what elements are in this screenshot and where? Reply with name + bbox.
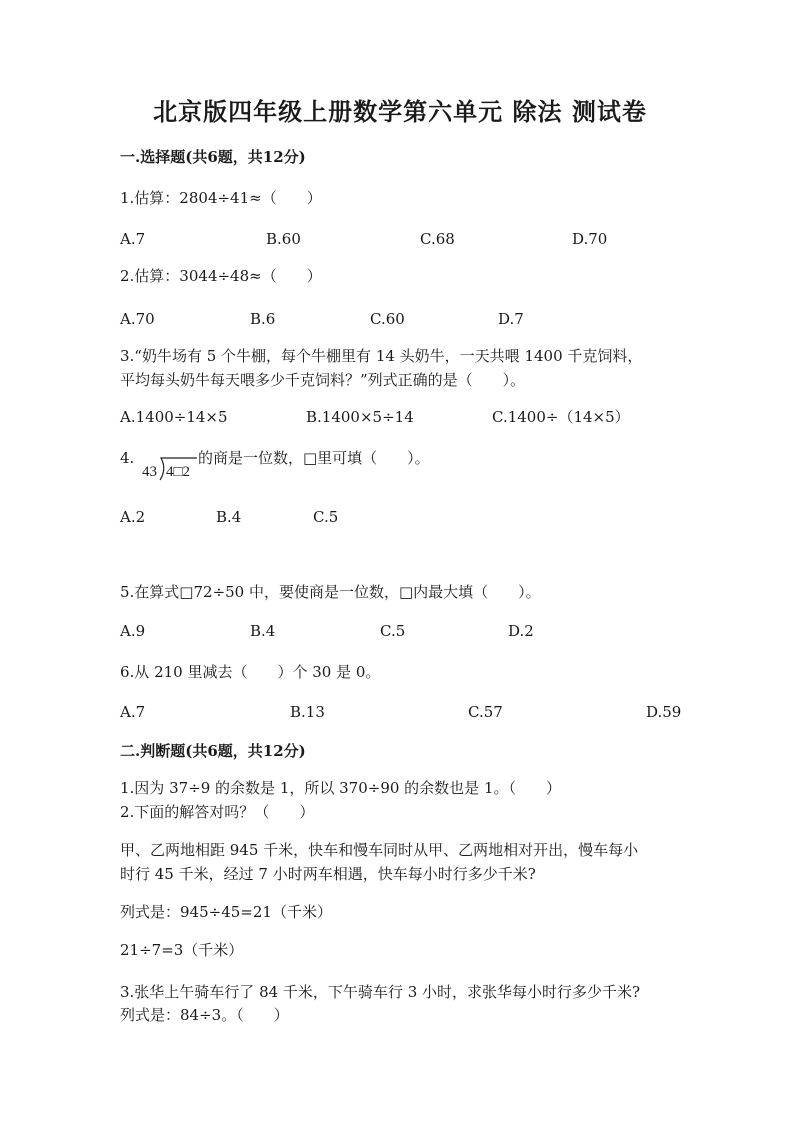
q6-option-a: A.7 <box>120 703 146 721</box>
judgement-2-problem-line2: 时行 45 千米，经过 7 小时两车相遇，快车每小时行多少千米? <box>120 865 536 883</box>
question-6: 6.从 210 里减去（ ）个 30 是 0。 <box>120 663 381 681</box>
judgement-2: 2.下面的解答对吗？（ ） <box>120 803 315 821</box>
q3-option-c: C.1400÷（14×5） <box>492 408 630 426</box>
q4-option-c: C.5 <box>313 508 339 526</box>
q1-option-d: D.70 <box>572 230 608 248</box>
question-4-number: 4. <box>120 449 135 467</box>
question-3-line1: 3.“奶牛场有 5 个牛棚，每个牛棚里有 14 头奶牛，一天共喂 1400 千克饲料， <box>120 347 643 365</box>
q4-option-b: B.4 <box>216 508 242 526</box>
judgement-3-line2: 列式是：84÷3。（ ） <box>120 1006 289 1024</box>
q5-option-a: A.9 <box>120 622 146 640</box>
section-heading-judgement: 二.判断题(共6题，共12分) <box>120 742 306 760</box>
judgement-3-line1: 3.张华上午骑车行了 84 千米，下午骑车行 3 小时，求张华每小时行多少千米? <box>120 983 641 1001</box>
question-4-text: 的商是一位数，□里可填（ ）。 <box>198 449 430 467</box>
question-3-line2: 平均每头奶牛每天喂多少千克饲料？”列式正确的是（ ）。 <box>120 371 526 389</box>
q1-option-a: A.7 <box>120 230 146 248</box>
question-1: 1.估算：2804÷41≈（ ） <box>120 189 322 207</box>
section-heading-choice: 一.选择题(共6题，共12分) <box>120 148 306 166</box>
judgement-2-step2: 21÷7=3（千米） <box>120 941 244 959</box>
q3-option-b: B.1400×5÷14 <box>306 408 414 426</box>
division-divisor: 43 <box>142 464 157 480</box>
page-title: 北京版四年级上册数学第六单元 除法 测试卷 <box>153 97 647 126</box>
judgement-1: 1.因为 37÷9 的余数是 1，所以 370÷90 的余数也是 1。（ ） <box>120 779 561 797</box>
q1-option-c: C.68 <box>420 230 455 248</box>
q2-option-c: C.60 <box>370 310 405 328</box>
q2-option-a: A.70 <box>120 310 155 328</box>
q5-option-d: D.2 <box>508 622 534 640</box>
division-dividend: 4□2 <box>166 464 191 480</box>
q2-option-b: B.6 <box>250 310 276 328</box>
q4-option-a: A.2 <box>120 508 146 526</box>
long-division-figure <box>140 454 198 482</box>
question-2: 2.估算：3044÷48≈（ ） <box>120 267 322 285</box>
q5-option-c: C.5 <box>380 622 406 640</box>
question-5: 5.在算式□72÷50 中，要使商是一位数，□内最大填（ ）。 <box>120 583 541 601</box>
q6-option-d: D.59 <box>646 703 682 721</box>
q6-option-b: B.13 <box>290 703 325 721</box>
q2-option-d: D.7 <box>498 310 524 328</box>
q1-option-b: B.60 <box>266 230 301 248</box>
q3-option-a: A.1400÷14×5 <box>120 408 228 426</box>
judgement-2-problem-line1: 甲、乙两地相距 945 千米，快车和慢车同时从甲、乙两地相对开出，慢车每小 <box>120 841 639 859</box>
judgement-2-step1: 列式是：945÷45=21（千米） <box>120 903 332 921</box>
q6-option-c: C.57 <box>468 703 503 721</box>
q5-option-b: B.4 <box>250 622 276 640</box>
